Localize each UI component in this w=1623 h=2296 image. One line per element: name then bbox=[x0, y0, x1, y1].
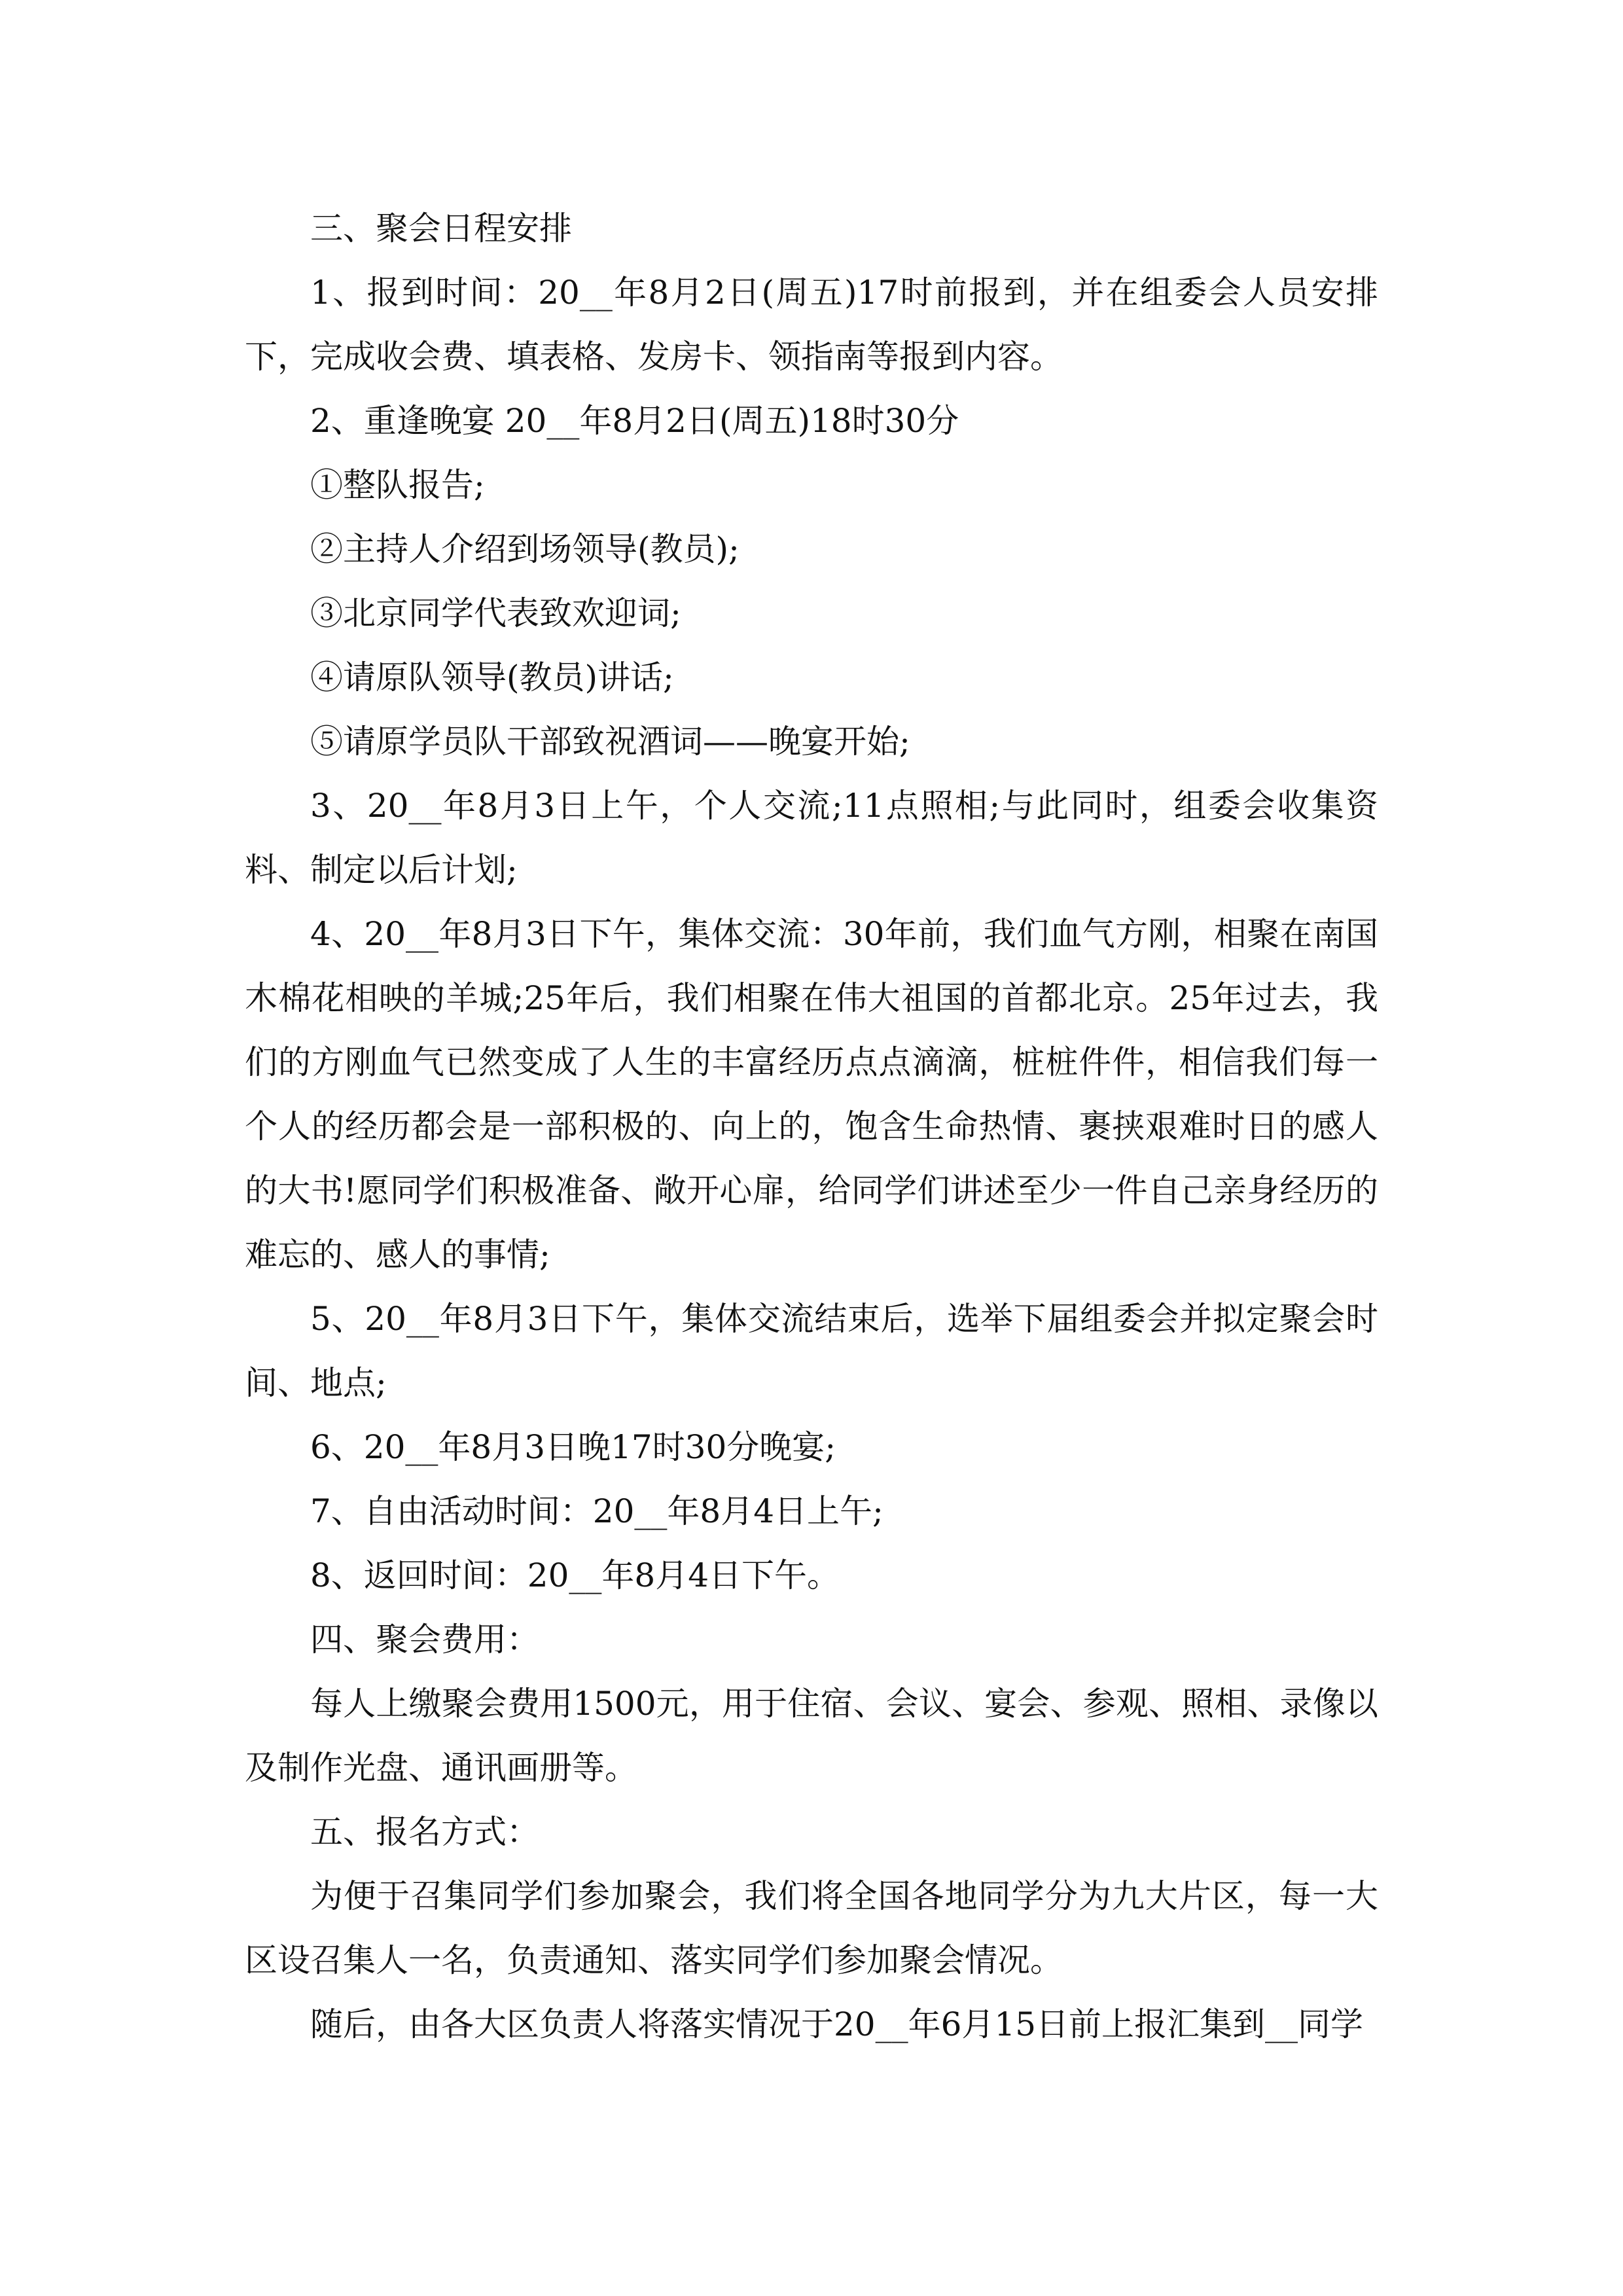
section-heading-fees: 四、聚会费用： bbox=[310, 1621, 539, 1659]
schedule-item-election: 5、20__年8月3日下午，集体交流结束后，选举下届组委会并拟定聚会时间、地点; bbox=[245, 1300, 1378, 1402]
schedule-item-reunion-banquet: 2、重逢晚宴 20__年8月2日(周五)18时30分 bbox=[310, 402, 959, 440]
banquet-step-2: ②主持人介绍到场领导(教员); bbox=[310, 530, 740, 568]
schedule-item-group-exchange: 4、20__年8月3日下午，集体交流：30年前，我们血气方刚，相聚在南国木棉花相映的羊城;25年后，我们相聚在伟大祖国的首都北京。25年过去，我们的方刚血气已然变成了人生的丰富经历点点滴滴，桩桩件件，相信我们每一个人的经历都会是一部积极的、向上的，饱含生命热情、裹挟艰难时日的感人的大书!愿同学们积极准备、敞开心扉，给同学们讲述至少一件自己亲身经历的难忘的、感人的事情; bbox=[245, 915, 1378, 1274]
section-heading-schedule: 三、聚会日程安排 bbox=[310, 209, 572, 247]
banquet-step-3: ③北京同学代表致欢迎词; bbox=[310, 594, 681, 632]
banquet-step-1: ①整队报告; bbox=[310, 466, 485, 504]
banquet-step-5: ⑤请原学员队干部致祝酒词——晚宴开始; bbox=[310, 723, 910, 761]
section-heading-registration: 五、报名方式： bbox=[310, 1813, 539, 1851]
schedule-item-return: 8、返回时间：20__年8月4日下午。 bbox=[310, 1556, 840, 1594]
fees-paragraph: 每人上缴聚会费用1500元，用于住宿、会议、宴会、参观、照相、录像以及制作光盘、通讯画册等。 bbox=[245, 1685, 1378, 1787]
document-body bbox=[245, 196, 1378, 2056]
banquet-step-4: ④请原队领导(教员)讲话; bbox=[310, 658, 674, 696]
registration-paragraph-2: 随后，由各大区负责人将落实情况于20__年6月15日前上报汇集到__同学 bbox=[310, 2005, 1364, 2043]
registration-paragraph-1: 为便于召集同学们参加聚会，我们将全国各地同学分为九大片区，每一大区设召集人一名，负责通知、落实同学们参加聚会情况。 bbox=[245, 1877, 1378, 1979]
schedule-item-free-time: 7、自由活动时间：20__年8月4日上午; bbox=[310, 1492, 883, 1530]
schedule-item-evening-banquet: 6、20__年8月3日晚17时30分晚宴; bbox=[310, 1428, 836, 1466]
schedule-item-personal-exchange: 3、20__年8月3日上午，个人交流;11点照相;与此同时，组委会收集资料、制定以后计划; bbox=[245, 787, 1378, 889]
schedule-item-registration: 1、报到时间：20__年8月2日(周五)17时前报到，并在组委会人员安排下，完成收会费、填表格、发房卡、领指南等报到内容。 bbox=[245, 274, 1378, 376]
